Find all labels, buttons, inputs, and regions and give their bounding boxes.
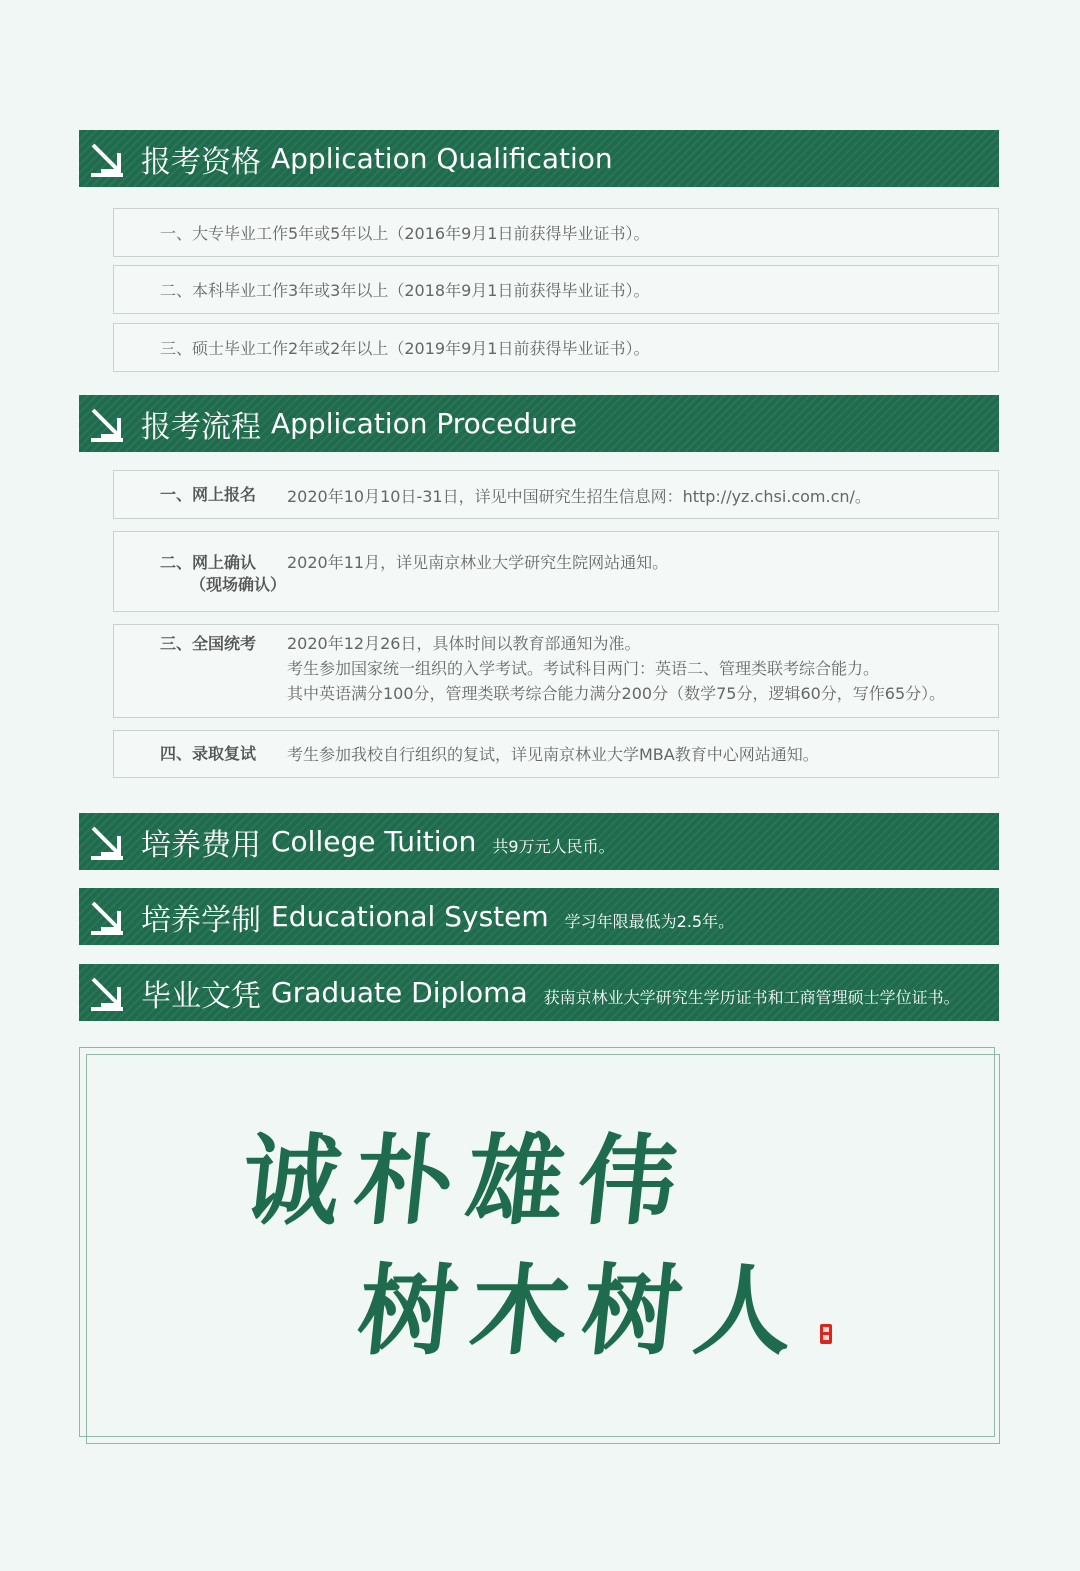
section-title-cn: 培养费用	[141, 827, 261, 863]
section-title-en: Application Procedure	[271, 407, 578, 440]
step-content	[287, 631, 988, 706]
arrow-down-right-icon	[87, 404, 127, 444]
section-title-cn: 报考流程	[141, 409, 261, 445]
step-label: 四、录取复试	[160, 744, 257, 763]
step-label: 三、全国统考	[160, 634, 257, 653]
qualification-text: 三、硕士毕业工作2年或2年以上（2019年9月1日前获得毕业证书）。	[160, 339, 650, 358]
procedure-step	[113, 624, 999, 718]
section-title-en: Application Qualification	[271, 142, 613, 175]
qualification-text: 一、大专毕业工作5年或5年以上（2016年9月1日前获得毕业证书）。	[160, 224, 650, 243]
procedure-step	[113, 531, 999, 612]
motto-line-1: 诚朴雄伟	[236, 1124, 697, 1239]
section-title-cn: 毕业文凭	[141, 978, 261, 1014]
qualification-item	[113, 323, 999, 372]
section-note: 学习年限最低为2.5年。	[564, 912, 735, 931]
qualification-item	[113, 208, 999, 257]
step-line: 其中英语满分100分，管理类联考综合能力满分200分（数学75分，逻辑60分，写作65分）。	[287, 684, 946, 703]
arrow-down-right-icon	[87, 139, 127, 179]
qualification-item	[113, 265, 999, 314]
procedure-step	[113, 730, 999, 778]
step-content	[287, 550, 988, 575]
qualification-text: 二、本科毕业工作3年或3年以上（2018年9月1日前获得毕业证书）。	[160, 281, 650, 300]
section-note: 获南京林业大学研究生学历证书和工商管理硕士学位证书。	[543, 988, 960, 1007]
step-content	[287, 742, 988, 767]
step-label	[160, 552, 286, 596]
step-label-main: 二、网上确认	[160, 553, 257, 572]
motto-line-2: 树木树人	[352, 1254, 813, 1369]
section-header-procedure	[79, 395, 999, 452]
section-title-cn: 培养学制	[141, 902, 261, 938]
section-title-cn: 报考资格	[141, 144, 261, 180]
step-line: 考生参加我校自行组织的复试，详见南京林业大学MBA教育中心网站通知。	[287, 745, 819, 764]
step-content	[287, 484, 988, 509]
procedure-step	[113, 470, 999, 519]
section-title-en: Graduate Diploma	[271, 976, 528, 1009]
step-label: 一、网上报名	[160, 485, 257, 504]
section-title-en: Educational System	[271, 900, 549, 933]
arrow-down-right-icon	[87, 973, 127, 1013]
step-line: 2020年11月，详见南京林业大学研究生院网站通知。	[287, 553, 669, 572]
section-header-qualification	[79, 130, 999, 187]
section-title-en: College Tuition	[271, 825, 477, 858]
arrow-down-right-icon	[87, 897, 127, 937]
section-header-tuition	[79, 813, 999, 870]
section-header-diploma	[79, 964, 999, 1021]
section-header-system	[79, 888, 999, 945]
motto-calligraphy	[230, 1110, 870, 1390]
step-line: 考生参加国家统一组织的入学考试。考试科目两门：英语二、管理类联考综合能力。	[287, 659, 880, 678]
section-note: 共9万元人民币。	[492, 837, 615, 856]
red-seal-icon	[820, 1324, 832, 1344]
step-line: 2020年10月10日-31日，详见中国研究生招生信息网：http://yz.chsi.com.cn/。	[287, 487, 871, 506]
arrow-down-right-icon	[87, 822, 127, 862]
step-label-sub: （现场确认）	[190, 575, 287, 594]
step-line: 2020年12月26日，具体时间以教育部通知为准。	[287, 634, 641, 653]
